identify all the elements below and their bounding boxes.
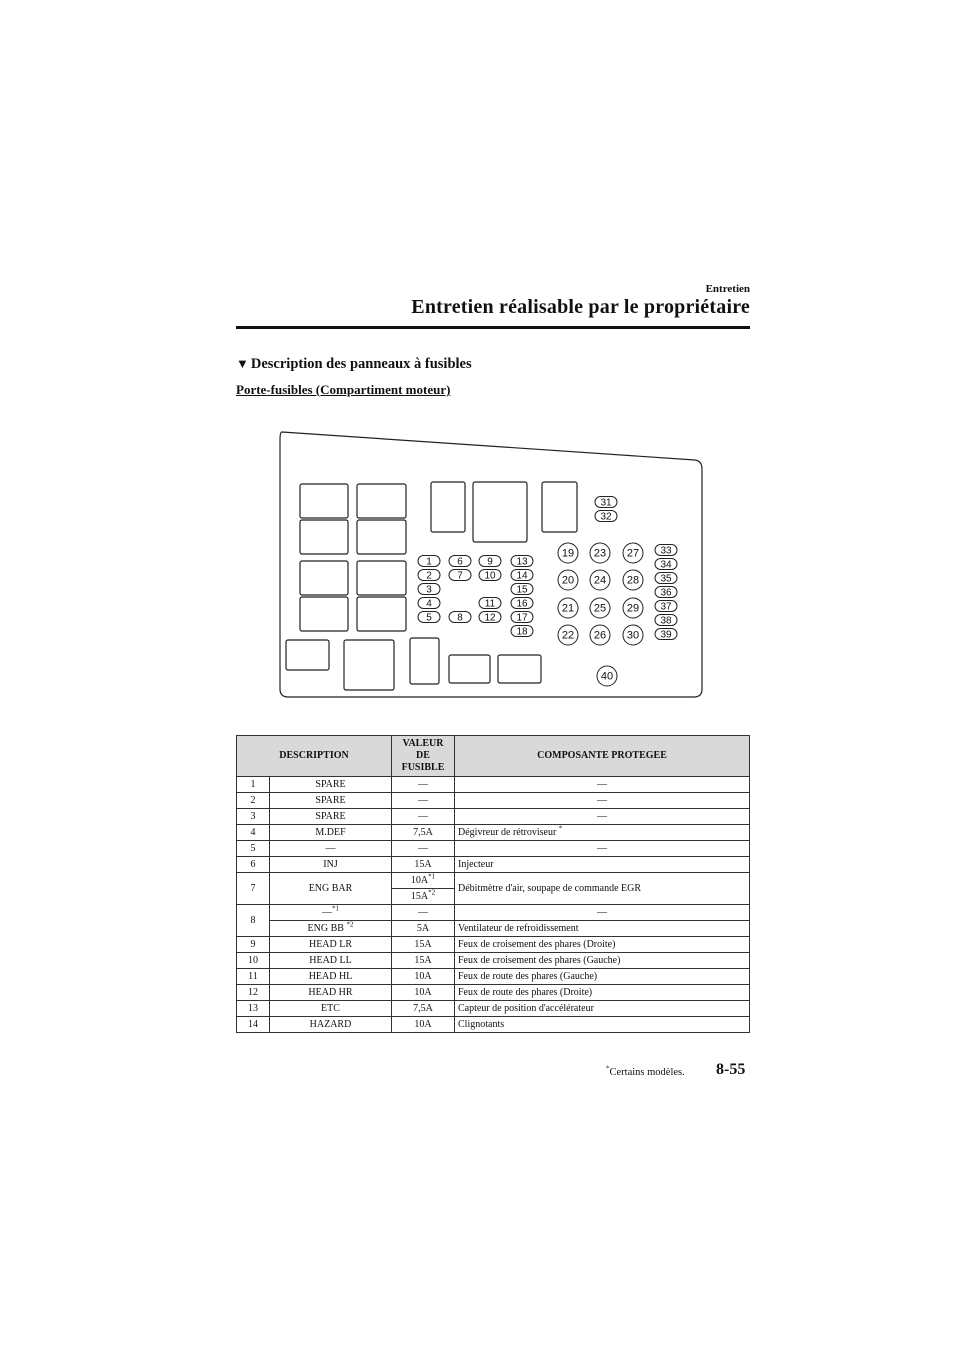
fuse-number-label: 26 xyxy=(593,629,607,642)
fuse-9 xyxy=(479,556,501,568)
page-heading xyxy=(236,356,472,373)
fuse-34 xyxy=(655,559,677,571)
fuse-value: 15A xyxy=(392,937,455,953)
fuse-number-label: 9 xyxy=(487,556,493,568)
fuse-number-label: 36 xyxy=(660,587,672,599)
relay-box xyxy=(357,484,406,518)
protected-component: — xyxy=(455,777,750,793)
fuse-description: ETC xyxy=(270,1001,392,1017)
table-row xyxy=(237,1017,750,1033)
fuse-number: 8 xyxy=(237,905,270,937)
fuse-number-label: 34 xyxy=(660,559,672,571)
fuse-number-label: 27 xyxy=(626,547,640,560)
fuse-value: — xyxy=(392,809,455,825)
fuse-value: 5A xyxy=(392,921,455,937)
fuse-number-label: 35 xyxy=(660,573,672,585)
header-value-line2: DE xyxy=(416,750,430,761)
fuse-number-label: 23 xyxy=(593,547,607,560)
fuse-16 xyxy=(511,598,533,610)
fuse-6 xyxy=(449,556,471,568)
relay-box xyxy=(449,655,490,683)
fuse-number-label: 12 xyxy=(484,612,496,624)
fuse-number: 10 xyxy=(237,953,270,969)
protected-component: Débitmètre d'air, soupape de commande EGR xyxy=(455,873,750,905)
section-title: Entretien réalisable par le propriétaire xyxy=(411,296,750,318)
fuse-description: HEAD LR xyxy=(270,937,392,953)
fuse-number-label: 38 xyxy=(660,615,672,627)
protected-component: Feux de croisement des phares (Gauche) xyxy=(455,953,750,969)
fuse-15 xyxy=(511,584,533,596)
relay-box xyxy=(344,640,394,690)
relay-box xyxy=(300,561,348,595)
relay-box xyxy=(357,520,406,554)
fuse-number-label: 1 xyxy=(426,556,432,568)
table-row xyxy=(237,825,750,841)
protected-component: Feux de route des phares (Droite) xyxy=(455,985,750,1001)
fuse-number: 14 xyxy=(237,1017,270,1033)
fuse-value: 10A xyxy=(392,1017,455,1033)
table-row xyxy=(237,873,750,889)
header-value-line3: FUSIBLE xyxy=(401,762,445,773)
fuse-1 xyxy=(418,556,440,568)
fuse-number-label: 4 xyxy=(426,598,432,610)
fuse-19 xyxy=(558,543,578,563)
fuse-value: — xyxy=(392,841,455,857)
protected-component xyxy=(455,825,750,841)
footnote-text: Certains modèles. xyxy=(609,1067,685,1078)
fuse-24 xyxy=(590,570,610,590)
fuse-value: 7,5A xyxy=(392,1001,455,1017)
protected-component-text: Dégivreur de rétroviseur xyxy=(458,826,557,838)
fuse-22 xyxy=(558,625,578,645)
fuse-number-label: 8 xyxy=(457,612,463,624)
table-row xyxy=(237,777,750,793)
fuse-number-label: 18 xyxy=(516,626,528,638)
fuse-10 xyxy=(479,570,501,582)
fuse-number-label: 16 xyxy=(516,598,528,610)
fuse-36 xyxy=(655,587,677,599)
table-row xyxy=(237,857,750,873)
relay-box xyxy=(473,482,527,542)
table-row xyxy=(237,985,750,1001)
fuse-4 xyxy=(418,598,440,610)
footnote xyxy=(606,1064,685,1078)
fuse-17 xyxy=(511,612,533,624)
fuse-3 xyxy=(418,584,440,596)
fuse-value: 15A xyxy=(392,953,455,969)
fuse-number: 5 xyxy=(237,841,270,857)
fuse-number-label: 30 xyxy=(626,629,640,642)
table-row xyxy=(237,969,750,985)
protected-component: — xyxy=(455,841,750,857)
fuse-number-label: 39 xyxy=(660,629,672,641)
fuse-number-label: 31 xyxy=(600,497,612,509)
fuse-value xyxy=(392,889,455,905)
fuse-description: M.DEF xyxy=(270,825,392,841)
footnote-ref: *2 xyxy=(428,888,436,897)
fuse-number: 12 xyxy=(237,985,270,1001)
fuse-description: HEAD HR xyxy=(270,985,392,1001)
fuse-32 xyxy=(595,511,617,523)
fuse-number-label: 3 xyxy=(426,584,432,596)
fuse-description: INJ xyxy=(270,857,392,873)
table-row xyxy=(237,841,750,857)
protected-component: Capteur de position d'accélérateur xyxy=(455,1001,750,1017)
fuse-value xyxy=(392,873,455,889)
fuse-description: SPARE xyxy=(270,793,392,809)
fuse-number-label: 33 xyxy=(660,545,672,557)
relay-box xyxy=(357,597,406,631)
protected-component: — xyxy=(455,793,750,809)
page-heading-text: Description des panneaux à fusibles xyxy=(250,356,472,372)
fuse-box-subheading: Porte-fusibles (Compartiment moteur) xyxy=(236,382,451,397)
fuse-2 xyxy=(418,570,440,582)
model-mark: * xyxy=(606,1064,610,1073)
fuse-number: 2 xyxy=(237,793,270,809)
section-label: Entretien xyxy=(705,283,750,295)
fuse-table xyxy=(236,735,750,1033)
fuse-value: — xyxy=(392,905,455,921)
header-rule xyxy=(236,326,750,329)
fuse-8 xyxy=(449,612,471,624)
protected-component: Clignotants xyxy=(455,1017,750,1033)
fuse-number: 11 xyxy=(237,969,270,985)
fuse-value: — xyxy=(392,777,455,793)
model-mark: * xyxy=(558,824,563,833)
fuse-11 xyxy=(479,598,501,610)
table-row xyxy=(237,953,750,969)
fuse-number-label: 24 xyxy=(593,574,607,587)
fuse-number-label: 13 xyxy=(516,556,528,568)
footnote-ref: *1 xyxy=(332,904,339,913)
relay-box xyxy=(286,640,329,670)
fuse-27 xyxy=(623,543,643,563)
fuse-value: 10A xyxy=(392,969,455,985)
fuse-13 xyxy=(511,556,533,568)
fuse-35 xyxy=(655,573,677,585)
relay-box xyxy=(542,482,577,532)
fuse-28 xyxy=(623,570,643,590)
fuse-description: ENG BAR xyxy=(270,873,392,905)
fuse-number-label: 11 xyxy=(484,598,496,610)
fuse-31 xyxy=(595,497,617,509)
protected-component: Feux de croisement des phares (Droite) xyxy=(455,937,750,953)
fuse-description: HEAD LL xyxy=(270,953,392,969)
fuse-number: 1 xyxy=(237,777,270,793)
fuse-number-label: 21 xyxy=(561,602,575,615)
fuse-number-label: 10 xyxy=(484,570,496,582)
fuse-description: — xyxy=(270,841,392,857)
fuse-40 xyxy=(597,666,617,686)
fuse-14 xyxy=(511,570,533,582)
fuse-description xyxy=(270,905,392,921)
relay-box xyxy=(498,655,541,683)
fuse-number: 6 xyxy=(237,857,270,873)
fuse-21 xyxy=(558,598,578,618)
fuse-description-text: — xyxy=(322,906,332,918)
fuse-description: HEAD HL xyxy=(270,969,392,985)
protected-component: Injecteur xyxy=(455,857,750,873)
fuse-7 xyxy=(449,570,471,582)
table-row xyxy=(237,937,750,953)
footnote-ref: *1 xyxy=(428,872,436,881)
fuse-number: 13 xyxy=(237,1001,270,1017)
fuse-33 xyxy=(655,545,677,557)
fuse-number-label: 2 xyxy=(426,570,432,582)
relay-box xyxy=(410,638,439,684)
table-row xyxy=(237,905,750,921)
fuse-value: — xyxy=(392,793,455,809)
fuse-26 xyxy=(590,625,610,645)
fuse-value-text: 10A xyxy=(410,874,429,886)
fuse-39 xyxy=(655,629,677,641)
triangle-down-icon: ▼ xyxy=(236,356,249,371)
fuse-value-text: 15A xyxy=(410,890,429,902)
fuse-23 xyxy=(590,543,610,563)
fuse-25 xyxy=(590,598,610,618)
protected-component: Ventilateur de refroidissement xyxy=(455,921,750,937)
fuse-number: 3 xyxy=(237,809,270,825)
table-row xyxy=(237,809,750,825)
fuse-5 xyxy=(418,612,440,624)
fuse-20 xyxy=(558,570,578,590)
fuse-box-diagram xyxy=(270,425,706,707)
fuse-value: 15A xyxy=(392,857,455,873)
header-value xyxy=(392,736,455,777)
table-row xyxy=(237,1001,750,1017)
protected-component: — xyxy=(455,809,750,825)
table-header-row xyxy=(237,736,750,777)
header-component: COMPOSANTE PROTEGEE xyxy=(455,736,750,777)
fuse-number: 9 xyxy=(237,937,270,953)
relay-box xyxy=(357,561,406,595)
table-row xyxy=(237,793,750,809)
fuse-value: 7,5A xyxy=(392,825,455,841)
fuse-number-label: 17 xyxy=(516,612,528,624)
fuse-number-label: 19 xyxy=(561,547,575,560)
fuse-description xyxy=(270,921,392,937)
fuse-number-label: 6 xyxy=(457,556,463,568)
footnote-ref: *2 xyxy=(346,920,354,929)
relay-box xyxy=(300,520,348,554)
fuse-number-label: 25 xyxy=(593,602,607,615)
fuse-number-label: 32 xyxy=(600,511,612,523)
fuse-number-label: 29 xyxy=(626,602,640,615)
fuse-number-label: 20 xyxy=(561,574,575,587)
fuse-description: HAZARD xyxy=(270,1017,392,1033)
fuse-number-label: 5 xyxy=(426,612,432,624)
header-value-line1: VALEUR xyxy=(402,738,444,749)
fuse-number-label: 40 xyxy=(600,670,614,683)
fuse-30 xyxy=(623,625,643,645)
fuse-37 xyxy=(655,601,677,613)
table-subrow xyxy=(237,921,750,937)
fuse-number: 7 xyxy=(237,873,270,905)
fuse-number-label: 28 xyxy=(626,574,640,587)
protected-component: — xyxy=(455,905,750,921)
fuse-12 xyxy=(479,612,501,624)
fuse-description: SPARE xyxy=(270,809,392,825)
fuse-number-label: 7 xyxy=(457,570,463,582)
fuse-number: 4 xyxy=(237,825,270,841)
protected-component: Feux de route des phares (Gauche) xyxy=(455,969,750,985)
fuse-number-label: 15 xyxy=(516,584,528,596)
fuse-18 xyxy=(511,626,533,638)
fuse-29 xyxy=(623,598,643,618)
fuse-description: SPARE xyxy=(270,777,392,793)
fuse-description-text: ENG BB xyxy=(307,922,347,934)
fuse-38 xyxy=(655,615,677,627)
relay-box xyxy=(300,597,348,631)
relay-box xyxy=(431,482,465,532)
page-number: 8-55 xyxy=(716,1061,746,1078)
fuse-number-label: 14 xyxy=(516,570,528,582)
header-description: DESCRIPTION xyxy=(237,736,392,777)
fuse-value: 10A xyxy=(392,985,455,1001)
fuse-number-label: 22 xyxy=(561,629,575,642)
relay-box xyxy=(300,484,348,518)
fuse-number-label: 37 xyxy=(660,601,672,613)
